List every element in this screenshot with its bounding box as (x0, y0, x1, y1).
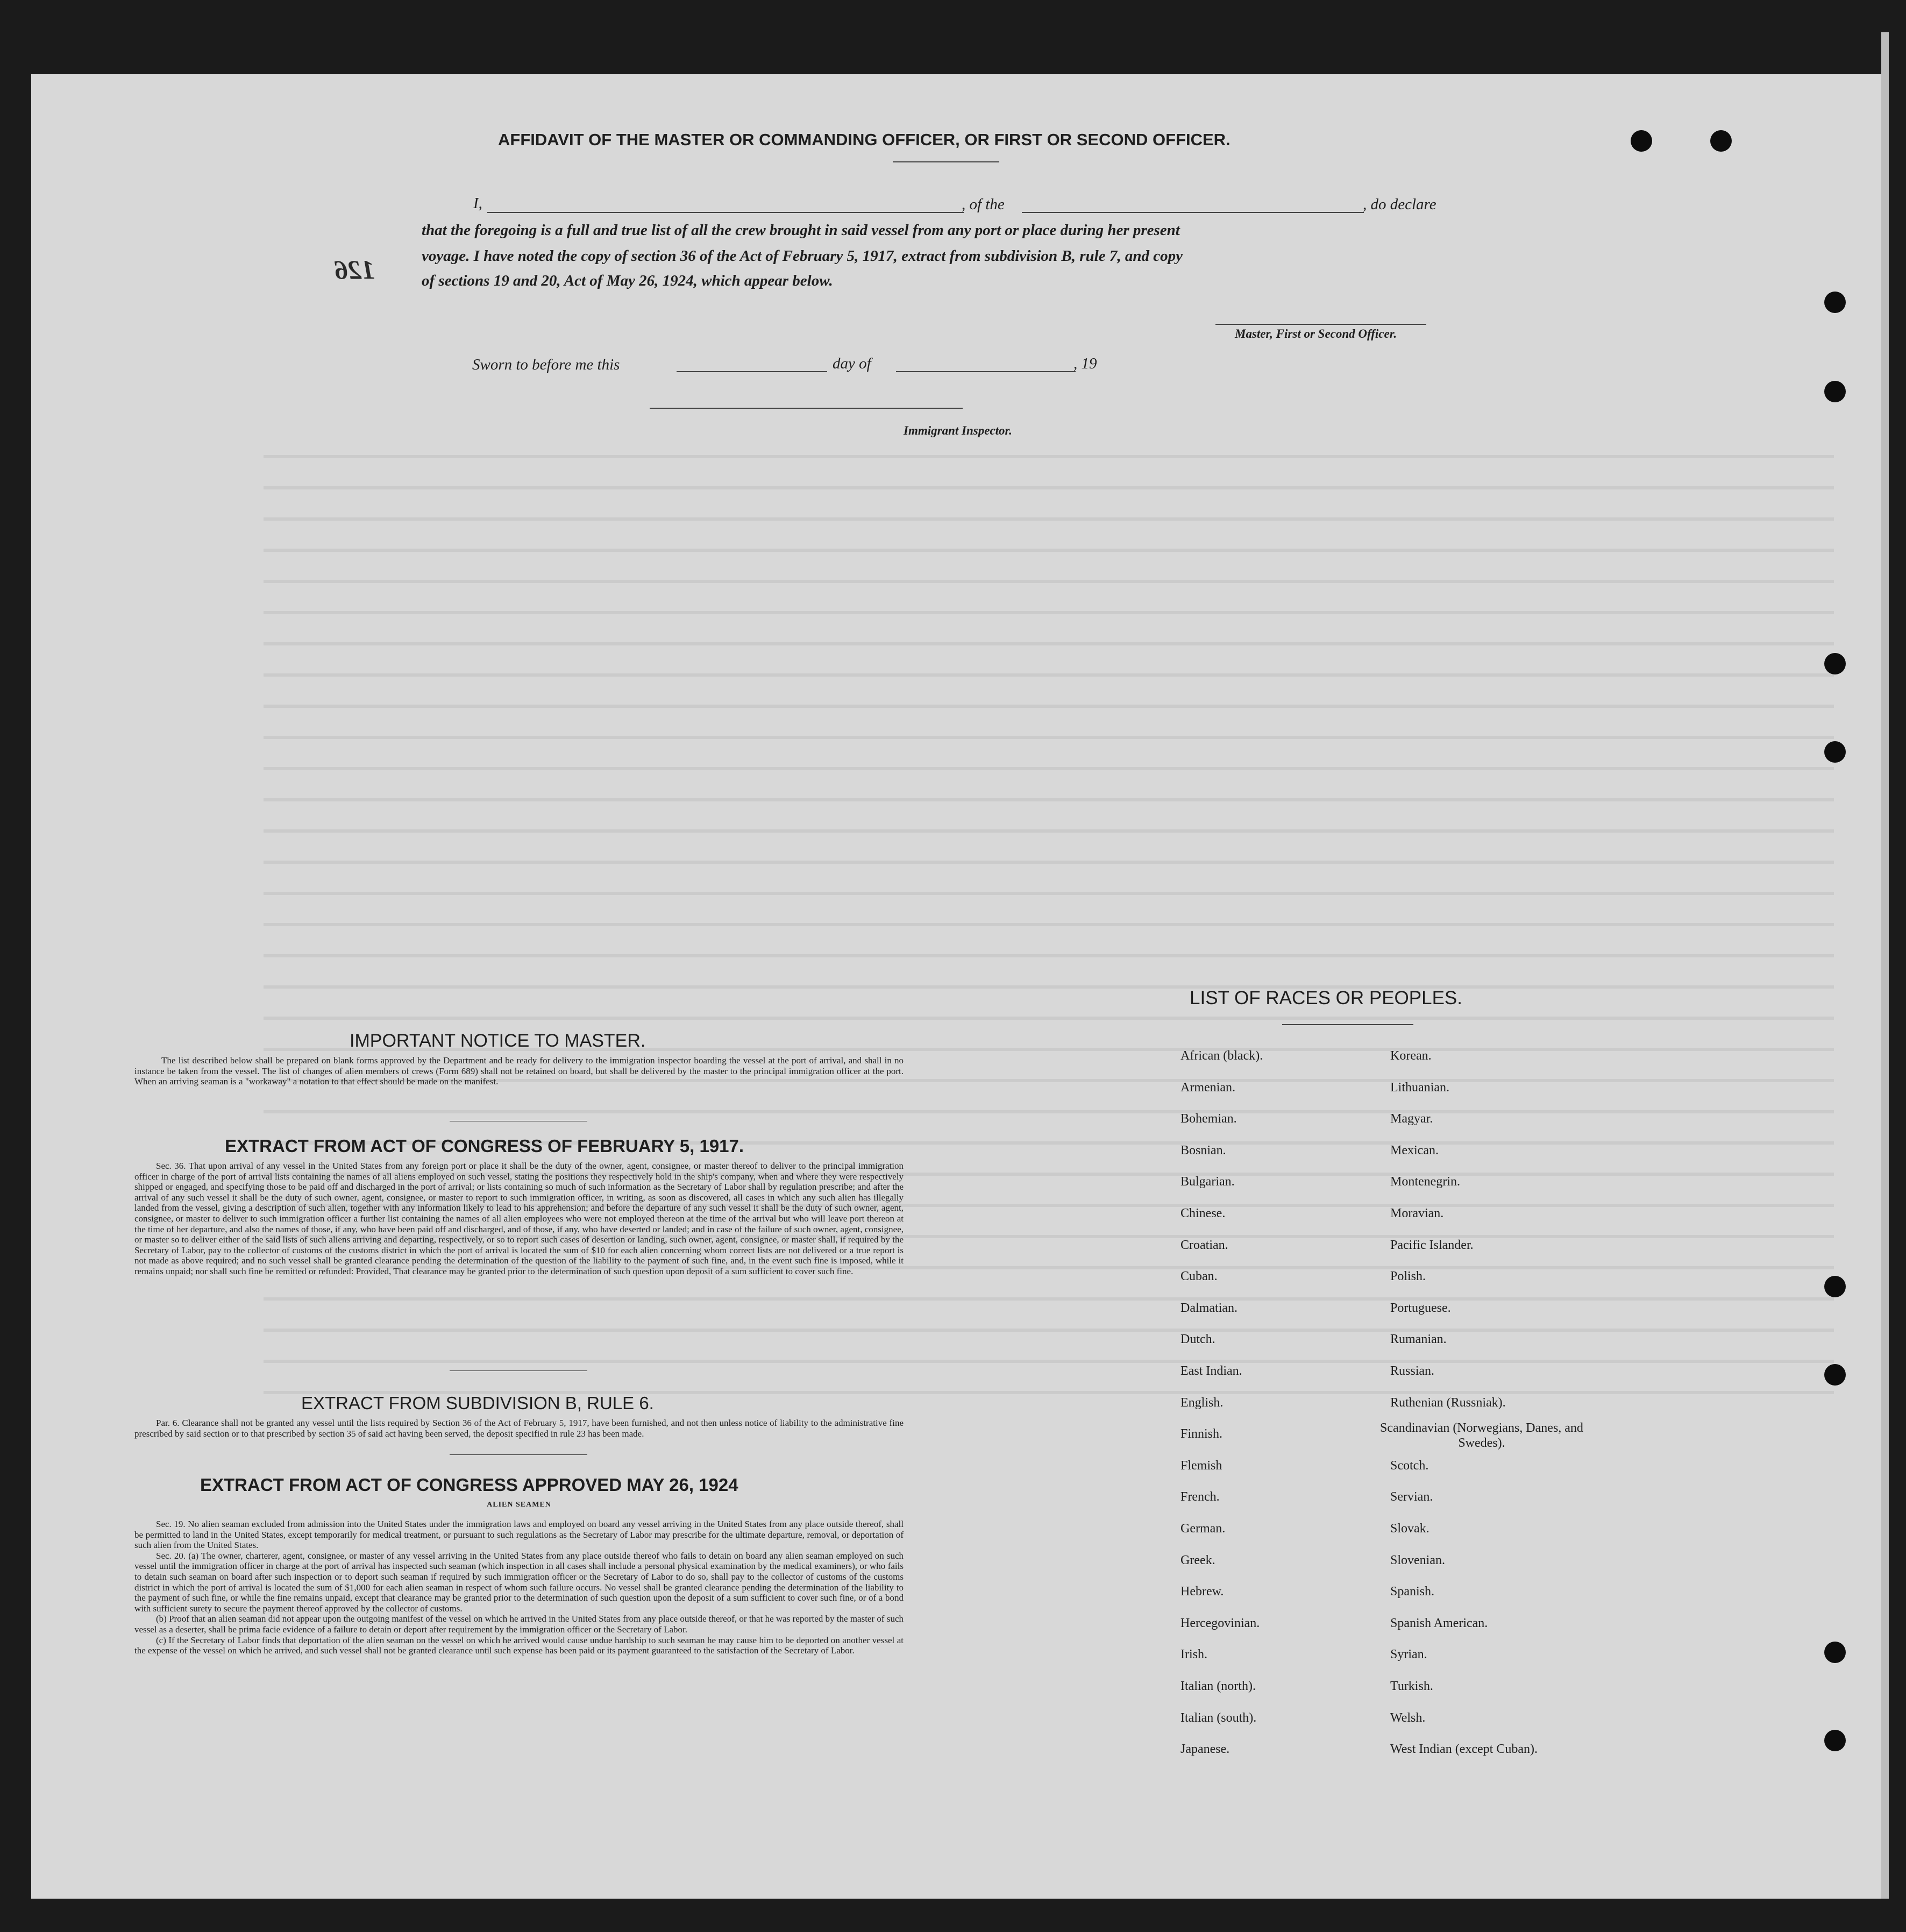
race-item: Bohemian. (1180, 1112, 1237, 1126)
extract-rule6-text (134, 1418, 904, 1439)
bleed-through-line (264, 954, 1834, 957)
race-item: Spanish American. (1390, 1616, 1488, 1630)
bleed-through-line (264, 486, 1834, 489)
master-signature-field[interactable] (1215, 324, 1426, 325)
race-item: Dutch. (1180, 1332, 1215, 1347)
race-item: West Indian (except Cuban). (1390, 1742, 1538, 1757)
bleed-through-line (264, 923, 1834, 926)
race-item: Russian. (1390, 1364, 1435, 1378)
bleed-through-line (264, 861, 1834, 864)
page-number: 126 (335, 254, 375, 285)
race-item: Scandinavian (Norwegians, Danes, and Swedes). (1380, 1421, 1583, 1451)
page-edge (1881, 32, 1889, 1899)
race-item: Bosnian. (1180, 1143, 1226, 1157)
sec19-paragraph: Sec. 19. No alien seaman excluded from admission into the United States under the immigration laws and employed on board any vessel arriving in the United States from any place outside thereof, shall be permitted to land in the United States, except temporarily for medical treatment, or pursuant to such regulations as the Secretary of Labor may prescribe for the ultimate departure, removal, or deportation of such alien from the United States. (134, 1519, 904, 1551)
race-item: Slovenian. (1390, 1553, 1445, 1567)
race-item: Magyar. (1390, 1112, 1433, 1126)
bleed-through-line (264, 1329, 1834, 1332)
bleed-through-line (264, 1110, 1834, 1113)
divider (450, 1370, 587, 1371)
race-item: Mexican. (1390, 1143, 1439, 1157)
declaration-line-3: of sections 19 and 20, Act of May 26, 1924, which appear below. (422, 272, 833, 289)
sworn-label: Sworn to before me this (472, 356, 620, 373)
rule6-paragraph: Par. 6. Clearance shall not be granted any vessel until the lists required by Section 36 of the Act of February 5, 1917, have been furnished, and not then unless notice of liability to the administrative fine prescribed by said section or to that prescribed by section 35 of said act having been served, the deposit specified in rule 23 has been made. (134, 1418, 904, 1439)
declarant-name-field[interactable] (487, 212, 964, 213)
race-item: Spanish. (1390, 1585, 1435, 1599)
punch-hole (1710, 130, 1732, 152)
punch-hole (1824, 1276, 1846, 1297)
title-rule (893, 161, 999, 162)
bleed-through-line (264, 455, 1834, 458)
races-title: LIST OF RACES OR PEOPLES. (1190, 988, 1463, 1008)
race-item: Slovak. (1390, 1522, 1430, 1536)
sec20c-paragraph: (c) If the Secretary of Labor finds that deportation of the alien seaman on the vessel on which he arrived would cause undue hardship to such seaman he may cause him to be deported on another vessel at the expense of the vessel on which he arrived, and such vessel shall not be granted clearance until such expense has been paid or its payment guaranteed to the satisfaction of the Secretary of Labor. (134, 1635, 904, 1656)
race-item: Ruthenian (Russniak). (1390, 1395, 1506, 1410)
race-item: English. (1180, 1395, 1224, 1410)
race-item: Cuban. (1180, 1269, 1218, 1284)
bleed-through-line (264, 829, 1834, 833)
race-item: Greek. (1180, 1553, 1215, 1567)
bleed-through-line (264, 549, 1834, 552)
punch-hole (1824, 292, 1846, 313)
race-item: Korean. (1390, 1049, 1432, 1063)
race-item: Syrian. (1390, 1647, 1427, 1662)
bleed-through-line (264, 1360, 1834, 1363)
inspector-label: Immigrant Inspector. (904, 424, 1012, 437)
declarant-label: I, (473, 195, 482, 212)
punch-hole (1824, 1730, 1846, 1751)
race-item: German. (1180, 1522, 1226, 1536)
bleed-through-line (264, 705, 1834, 708)
race-item: African (black). (1180, 1049, 1263, 1063)
race-item: Bulgarian. (1180, 1175, 1235, 1189)
sworn-month-field[interactable] (896, 371, 1076, 372)
race-item: Chinese. (1180, 1206, 1226, 1220)
race-item: Flemish (1180, 1458, 1222, 1473)
master-signature-label: Master, First or Second Officer. (1235, 327, 1397, 340)
race-item: Dalmatian. (1180, 1301, 1238, 1315)
year-label: , 19 (1073, 355, 1097, 372)
do-declare-label: , do declare (1363, 196, 1436, 213)
bleed-through-line (264, 985, 1834, 989)
bleed-through-line (264, 798, 1834, 801)
day-of-label: day of (833, 355, 871, 372)
bleed-through-line (264, 1017, 1834, 1020)
extract-1924-title: EXTRACT FROM ACT OF CONGRESS APPROVED MAY 26, 1924 (200, 1475, 738, 1495)
extract-1924-text (134, 1519, 904, 1656)
race-item: Irish. (1180, 1647, 1207, 1662)
alien-seamen-subtitle: ALIEN SEAMEN (487, 1501, 551, 1509)
bleed-through-line (264, 611, 1834, 614)
punch-hole (1824, 1642, 1846, 1663)
race-item: Lithuanian. (1390, 1080, 1449, 1095)
punch-hole (1824, 1364, 1846, 1386)
race-item: Turkish. (1390, 1679, 1433, 1693)
extract-1917-title: EXTRACT FROM ACT OF CONGRESS OF FEBRUARY 5, 1917. (225, 1136, 744, 1156)
punch-hole (1631, 130, 1652, 152)
bleed-through-line (264, 580, 1834, 583)
race-item: Montenegrin. (1390, 1175, 1460, 1189)
race-item: Pacific Islander. (1390, 1238, 1474, 1252)
notice-paragraph: The list described below shall be prepared on blank forms approved by the Department and be ready for delivery to the immigration inspector boarding the vessel at the port of arrival, and shall in no instance be taken from the vessel. The list of changes of alien members of crews (Form 689) shall not be retained on board, but shall be delivered by the master to the principal immigration officer at the port. When an arriving seaman is a "workaway" a notation to that effect should be made on the manifest. (134, 1055, 904, 1087)
bleed-through-line (264, 767, 1834, 770)
vessel-name-field[interactable] (1022, 212, 1364, 213)
punch-hole (1824, 741, 1846, 763)
sec20a-paragraph: Sec. 20. (a) The owner, charterer, agent, consignee, or master of any vessel arriving in the United States from any place outside thereof who fails to detain on board any alien seaman employed on such vessel until the immigration officer in charge at the port of arrival has inspected such seaman (which inspection in all cases shall include a personal physical examination by the medical examiners), or who fails to detain such seaman on board after such inspection or to deport such seaman if required by such immigration officer or the Secretary of Labor to do so, shall pay to the collector of customs of the customs district in which the port of arrival is located the sum of $1,000 for each alien seaman in respect of whom such failure occurs. No vessel shall be granted clearance pending the determination of the liability to the payment of such fine, or while the fine remains unpaid, except that clearance may be granted prior to the determination of such question upon the deposit of a sum sufficient to cover such fine, or of a bond with sufficient surety to secure the payment thereof approved by the collector of customs. (134, 1550, 904, 1614)
race-item: Polish. (1390, 1269, 1426, 1284)
bleed-through-line (264, 517, 1834, 521)
race-item: Croatian. (1180, 1238, 1228, 1252)
race-item: Hebrew. (1180, 1585, 1224, 1599)
bleed-through-line (264, 892, 1834, 895)
race-item: Italian (north). (1180, 1679, 1256, 1693)
sec20b-paragraph: (b) Proof that an alien seaman did not appear upon the outgoing manifest of the vessel on which he arrived in the United States from any place outside thereof, or that he was reported by the master of such vessel as a deserter, shall be prima facie evidence of a failure to detain or deport after requirement by the immigration officer or the Secretary of Labor. (134, 1614, 904, 1635)
bleed-through-line (264, 736, 1834, 739)
declaration-line-2: voyage. I have noted the copy of section 36 of the Act of February 5, 1917, extract from subdivision B, rule 7, and copy (422, 247, 1183, 265)
punch-hole (1824, 381, 1846, 402)
divider (450, 1454, 587, 1455)
affidavit-title: AFFIDAVIT OF THE MASTER OR COMMANDING OFFICER, OR FIRST OR SECOND OFFICER. (498, 130, 1231, 149)
bleed-through-line (264, 1297, 1834, 1301)
punch-hole (1824, 653, 1846, 674)
race-item: Italian (south). (1180, 1710, 1257, 1725)
race-item: Finnish. (1180, 1427, 1223, 1441)
races-title-rule (1282, 1024, 1413, 1025)
race-item: Rumanian. (1390, 1332, 1447, 1347)
race-item: Portuguese. (1390, 1301, 1451, 1315)
declaration-line-1: that the foregoing is a full and true list of all the crew brought in said vessel from any port or place during her present (422, 222, 1180, 239)
race-item: French. (1180, 1490, 1220, 1504)
race-item: Moravian. (1390, 1206, 1444, 1220)
of-the-label: , of the (962, 196, 1005, 213)
race-item: Servian. (1390, 1490, 1433, 1504)
race-item: Japanese. (1180, 1742, 1230, 1757)
race-item: Armenian. (1180, 1080, 1235, 1095)
race-item: Welsh. (1390, 1710, 1426, 1725)
extract-1917-text (134, 1161, 904, 1277)
race-item: East Indian. (1180, 1364, 1242, 1378)
sworn-day-field[interactable] (677, 371, 827, 372)
bleed-through-line (264, 673, 1834, 677)
inspector-signature-field[interactable] (650, 408, 963, 409)
race-item: Hercegovinian. (1180, 1616, 1260, 1630)
race-item: Scotch. (1390, 1458, 1429, 1473)
notice-title: IMPORTANT NOTICE TO MASTER. (350, 1031, 646, 1051)
notice-text (134, 1055, 904, 1087)
sec36-paragraph: Sec. 36. That upon arrival of any vessel in the United States from any foreign port or place it shall be the duty of the owner, agent, consignee, or master thereof to deliver to the principal immigration officer in charge of the port of arrival lists containing the names of all aliens employed on such vessel, stating the positions they respectively hold in the ship's company, when and where they were respectively shipped or engaged, and specifying those to be paid off and discharged in the port of arrival; or lists containing so much of such information as the Secretary of Labor shall by regulation prescribe; and after the arrival of any such vessel it shall be the duty of such owner, agent, consignee, or master to report to such immigration officer, in writing, as soon as discovered, all cases in which any such alien has illegally landed from the vessel, giving a description of such alien, together with any information likely to lead to his apprehension; and before the departure of any such vessel it shall be the duty of such owner, agent, consignee, or master to deliver to such immigration officer a further list containing the names of all alien employees who were not employed thereon at the time of the arrival but who will leave port thereon at the time of her departure, and also the names of those, if any, who have been paid off and discharged, and of those, if any, who have deserted or landed; and in case of the failure of such owner, agent, consignee, or master so to deliver either of the said lists of such aliens arriving and departing, respectively, or so to report such cases of desertion or landing, such owner, agent, consignee, or master shall, if required by the Secretary of Labor, pay to the collector of customs of the customs district in which the port of arrival is located the sum of $10 for each alien concerning whom correct lists are not delivered or a true report is not made as above required; and no such vessel shall be granted clearance pending the determination of the question of the liability to the payment of such fine, and, in the event such fine is imposed, while it remains unpaid; nor shall such fine be remitted or refunded: Provided, That clearance may be granted prior to the determination of such question upon deposit of a sum sufficient to cover such fine. (134, 1161, 904, 1276)
extract-rule6-title: EXTRACT FROM SUBDIVISION B, RULE 6. (301, 1393, 654, 1413)
bleed-through-line (264, 642, 1834, 645)
